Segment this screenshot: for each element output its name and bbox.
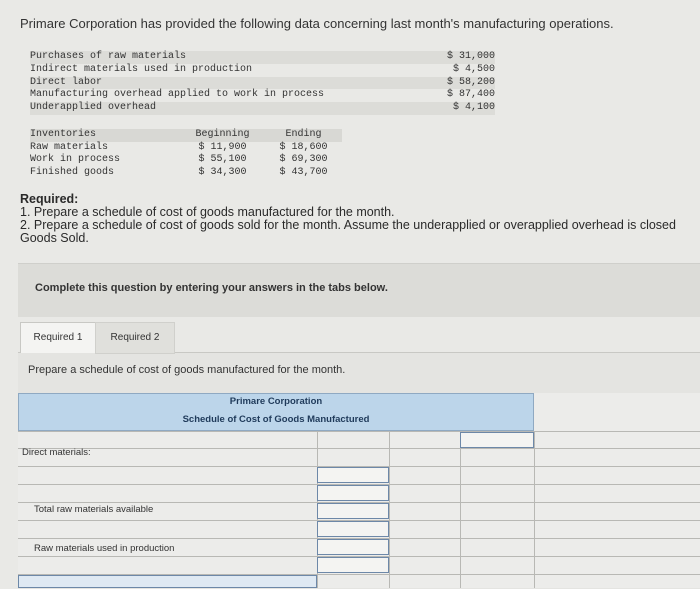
row-label-raw-materials-used: Raw materials used in production xyxy=(34,543,175,554)
complete-prompt: Complete this question by entering your answers in the tabs below. xyxy=(35,282,388,294)
row-highlight xyxy=(18,575,317,588)
amount-input[interactable] xyxy=(317,485,389,501)
inventory-row: Raw materials $ 11,900 $ 18,600 xyxy=(30,141,328,153)
amount-input[interactable] xyxy=(317,539,389,555)
grid-line xyxy=(534,431,535,588)
cost-data-row: Indirect materials used in production $ 4,500 xyxy=(30,63,495,75)
tab-required-2[interactable]: Required 2 xyxy=(95,322,175,354)
required-section xyxy=(20,193,676,245)
cost-data-row: Underapplied overhead $ 4,100 xyxy=(30,102,495,114)
grid-line xyxy=(460,431,461,588)
required-line-1: 1. Prepare a schedule of cost of goods manufactured for the month. xyxy=(20,205,395,219)
cost-data-row: Manufacturing overhead applied to work in process $ 87,400 xyxy=(30,89,495,101)
grid-line xyxy=(18,448,700,449)
amount-input[interactable] xyxy=(460,432,534,448)
amount-input[interactable] xyxy=(317,521,389,537)
complete-prompt-box xyxy=(18,263,700,317)
required-line-3: Goods Sold. xyxy=(20,231,89,245)
amount-input[interactable] xyxy=(317,557,389,573)
tab-instruction: Prepare a schedule of cost of goods manufactured for the month. xyxy=(28,364,346,376)
inventories-header: Inventories Beginning Ending xyxy=(30,129,342,142)
row-label-direct-materials: Direct materials: xyxy=(22,447,91,458)
grid-line xyxy=(18,431,700,432)
cost-data-row: Purchases of raw materials $ 31,000 xyxy=(30,51,495,62)
amount-input[interactable] xyxy=(317,467,389,483)
cost-data-list xyxy=(30,51,495,115)
grid-line xyxy=(389,431,390,588)
required-line-2: 2. Prepare a schedule of cost of goods sold for the month. Assume the underapplied or overapplied overhead is closed xyxy=(20,218,676,232)
intro-text: Primare Corporation has provided the following data concerning last month's manufacturing operations. xyxy=(20,16,614,31)
inventory-row: Work in process $ 55,100 $ 69,300 xyxy=(30,154,328,165)
inventory-row: Finished goods $ 34,300 $ 43,700 xyxy=(30,166,328,178)
required-heading: Required: xyxy=(20,192,79,206)
schedule-title: Schedule of Cost of Goods Manufactured xyxy=(182,414,370,425)
amount-input[interactable] xyxy=(317,503,389,519)
tab-required-1[interactable]: Required 1 xyxy=(20,322,96,353)
schedule-company: Primare Corporation xyxy=(229,396,323,407)
schedule-header xyxy=(18,393,534,431)
row-label-total-raw-materials: Total raw materials available xyxy=(34,504,154,515)
inventories-table xyxy=(30,129,342,179)
cost-data-row: Direct labor $ 58,200 xyxy=(30,76,495,88)
